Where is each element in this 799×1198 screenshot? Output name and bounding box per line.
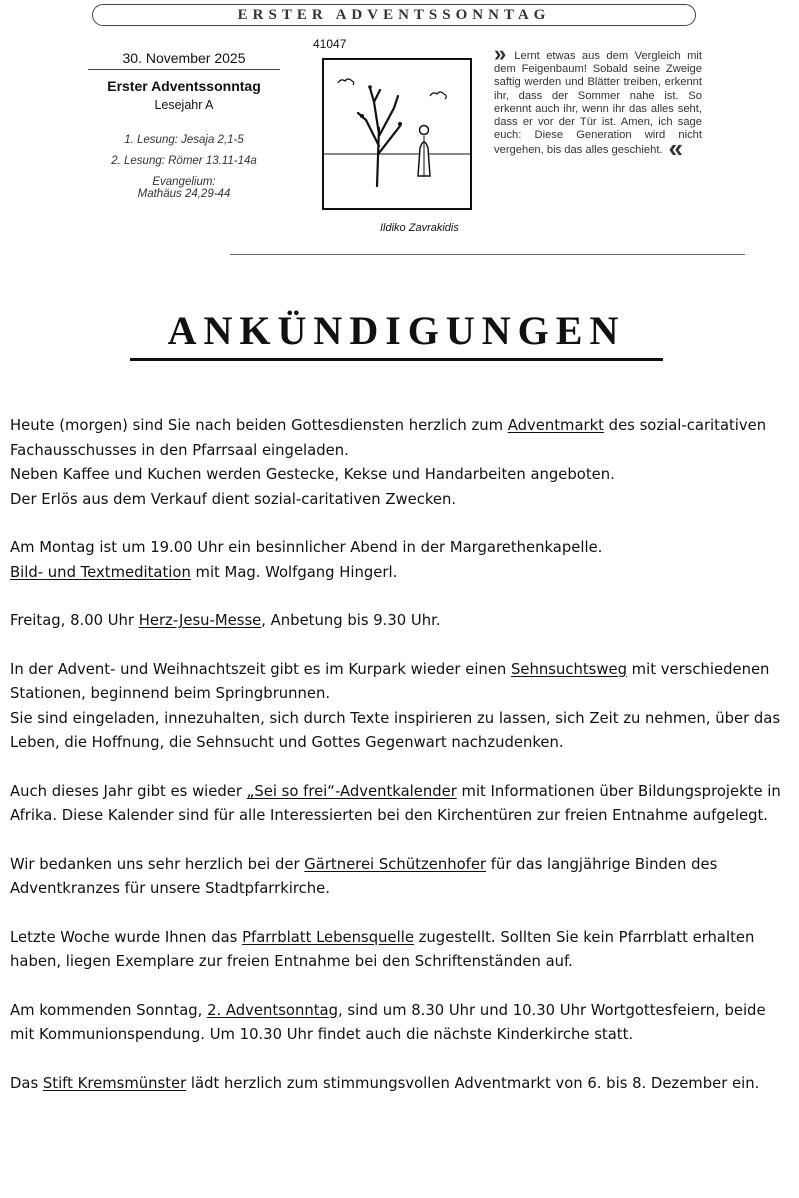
- meditation-link: Bild- und Textmeditation: [10, 563, 191, 581]
- abbey-link: Stift Kremsmünster: [42, 1074, 187, 1092]
- text: Neben Kaffee und Kuchen werden Gestecke, Kekse und Handarbeiten angeboten.: [10, 466, 615, 483]
- gospel-quote: [494, 41, 702, 164]
- second-reading: 2. Lesung: Römer 13.11-14a: [111, 155, 257, 167]
- nursery-link: Gärtnerei Schützenhofer: [304, 855, 487, 873]
- next-sunday-link: 2. Adventsonntag: [207, 1001, 338, 1019]
- text: Am Montag ist um 19.00 Uhr ein besinnlicher Abend in der Margarethenkapelle.: [10, 539, 603, 556]
- gospel-label: Evangelium:: [152, 176, 216, 188]
- quote-text: Lernt etwas aus dem Vergleich mit dem Feigenbaum! Sobald seine Zweige saftig werden und Blätter treiben, erkennt ihr, dass der Sommer nahe ist. So erkennt auch ihr, wenn ihr das alles seht, dass er vor der Tür ist. Amen, ich sage euch: Diese Generation wird nicht vergehen, bis das alles geschieht.: [494, 50, 702, 157]
- divider: [230, 254, 745, 255]
- text: für das langjährige Binden des Adventkranzes für unsere Stadtpfarrkirche.: [10, 855, 718, 897]
- text: Auch dieses Jahr gibt es wieder: [10, 782, 247, 800]
- text: Heute (morgen) sind Sie nach beiden Gottesdiensten herzlich zum: [10, 417, 508, 434]
- quote-close-mark: «: [668, 133, 684, 164]
- page-title: ANKÜNDIGUNGEN: [130, 308, 663, 361]
- text: lädt herzlich zum stimmungsvollen Adventmarkt von 6. bis 8. Dezember ein.: [186, 1074, 760, 1092]
- sunday-title: Erster Adventssonntag: [107, 78, 261, 94]
- date: 30. November 2025: [88, 50, 280, 70]
- text: Der Erlös aus dem Verkauf dient sozial-caritativen Zwecken.: [10, 490, 457, 508]
- gospel-reference: Mathäus 24,29-44: [137, 188, 231, 200]
- announcement-thanks: [10, 853, 790, 902]
- announcement-abbey: [10, 1072, 790, 1097]
- announcement-parish-letter: [10, 926, 790, 975]
- announcement-longing-path: [10, 658, 790, 756]
- calendar-link: „Sei so frei“-Adventkalender: [246, 782, 457, 800]
- announcement-next-sunday: [10, 999, 790, 1048]
- text: , sind um 8.30 Uhr und 10.30 Uhr Wortgottesfeiern, beide mit Kommunionspendung. Um 10.30 Uhr findet auch die nächste Kinderkirche statt.: [10, 1001, 766, 1043]
- first-reading: 1. Lesung: Jesaja 2,1-5: [124, 134, 244, 146]
- text: Wir bedanken uns sehr herzlich bei der: [10, 855, 305, 873]
- mass-link: Herz-Jesu-Messe: [138, 612, 262, 629]
- announcement-meditation: [10, 536, 790, 585]
- fig-tree-illustration: [322, 58, 472, 210]
- announcement-mass: [10, 609, 790, 634]
- text: Sie sind eingeladen, innezuhalten, sich durch Texte inspirieren zu lassen, sich Zeit zu nehmen, über das Leben, die Hoffnung, die Sehnsucht und Gottes Gegenwart nachzudenken.: [10, 709, 781, 751]
- announcements: [10, 414, 790, 1120]
- text: mit Mag. Wolfgang Hingerl.: [190, 563, 398, 581]
- text: In der Advent- und Weihnachtszeit gibt es im Kurpark wieder einen: [10, 660, 511, 678]
- text: mit Informationen über Bildungsprojekte in Afrika. Diese Kalender sind für alle Interessierten bei den Kirchentüren zur freien Entnahme aufgelegt.: [10, 782, 781, 824]
- parish-letter-link: Pfarrblatt Lebensquelle: [242, 928, 414, 946]
- longing-path-link: Sehnsuchtsweg: [511, 660, 627, 678]
- text: Letzte Woche wurde Ihnen das: [10, 928, 243, 946]
- announcement-advent-market: [10, 414, 790, 512]
- header-banner: ERSTER ADVENTSSONNTAG: [92, 4, 696, 26]
- text: zugestellt. Sollten Sie kein Pfarrblatt erhalten haben, liegen Exemplare zur freien Entnahme bei den Schriftenständen auf.: [10, 928, 755, 970]
- page-number: 41047: [313, 37, 347, 51]
- text: des sozial-caritativen Fachausschusses in den Pfarrsaal eingeladen.: [10, 417, 767, 459]
- advent-market-link: Adventmarkt: [507, 417, 604, 434]
- liturgical-year: Lesejahr A: [154, 98, 214, 112]
- liturgy-info: [88, 50, 280, 200]
- quote-open-mark: »: [494, 41, 507, 66]
- illustrator-credit: Ildiko Zavrakidis: [380, 222, 459, 234]
- text: Das: [10, 1074, 43, 1092]
- text: , Anbetung bis 9.30 Uhr.: [261, 612, 441, 629]
- text: Am kommenden Sonntag,: [10, 1001, 208, 1019]
- announcement-calendar: [10, 780, 790, 829]
- text: mit verschiedenen Stationen, beginnend beim Springbrunnen.: [10, 660, 770, 702]
- text: Freitag, 8.00 Uhr: [10, 612, 139, 629]
